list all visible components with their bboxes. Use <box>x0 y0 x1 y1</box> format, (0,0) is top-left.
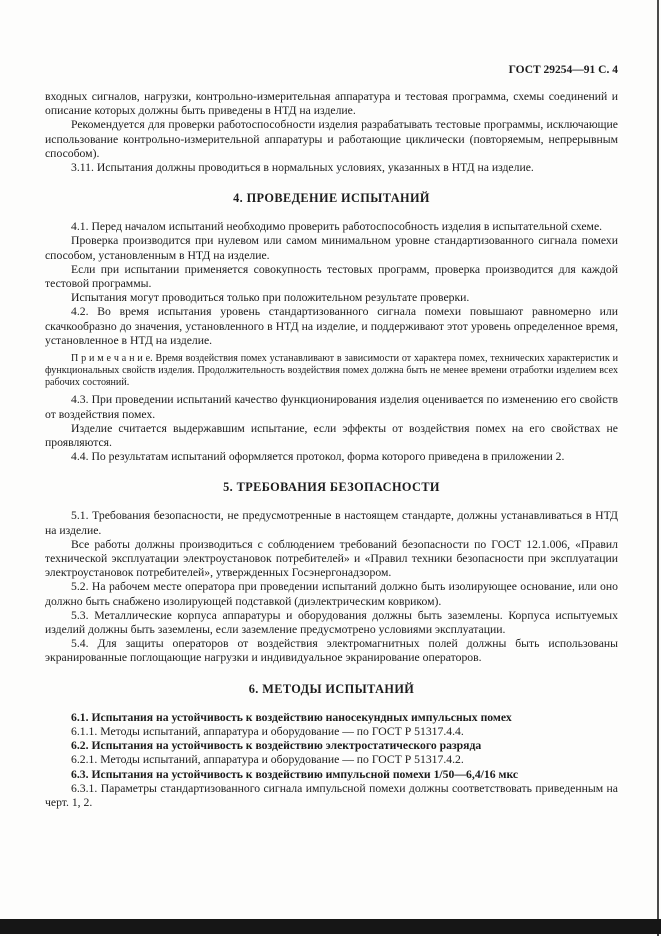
paragraph: Испытания могут проводиться только при положительном результате проверки. <box>71 291 470 305</box>
paragraph-4-4: 4.4. По результатам испытаний оформляется протокол, форма которого приведена в приложении 2. <box>71 450 565 464</box>
paragraph-4-2: 4.2. Во время испытания уровень стандартизованного сигнала помехи повышают равномерно или скачкообразно до значения, установленного в НТД на изделие, и поддерживают этот уровень определенное время, установленное в НТД на изделие. <box>45 305 618 347</box>
running-header: ГОСТ 29254—91 С. 4 <box>508 64 618 76</box>
paragraph-5-2: 5.2. На рабочем месте оператора при проведении испытаний должно быть изолирующее основание, или оно должно быть снабжено изолирующей подставкой (диэлектрическим ковриком). <box>45 580 618 608</box>
paragraph-5-4: 5.4. Для защиты операторов от воздействия электромагнитных полей должны быть использованы экранированные поглощающие нагрузки и индивидуальное экранирование операторов. <box>45 637 618 665</box>
section-heading-4: 4. ПРОВЕДЕНИЕ ИСПЫТАНИЙ <box>233 191 430 206</box>
scan-artifact-right-edge <box>657 0 659 936</box>
paragraph: Изделие считается выдержавшим испытание, если эффекты от воздействия помех на его свойствах не проявляются. <box>45 421 618 450</box>
page-content <box>45 64 618 810</box>
section-heading-6: 6. МЕТОДЫ ИСПЫТАНИЙ <box>248 681 415 696</box>
paragraph: Все работы должны производиться с соблюдением требований безопасности по ГОСТ 12.1.006, «Правил технической эксплуатации электроустановок потребителей» и «Правил техники безопасности при эксплуатации электроустановок потребителей», утвержденных Госэнергонадзором. <box>45 537 618 580</box>
paragraph-4-1: 4.1. Перед началом испытаний необходимо проверить работоспособность изделия в испытательной схеме. <box>71 220 603 234</box>
paragraph: входных сигналов, нагрузки, контрольно-измерительная аппаратура и тестовая программа, схемы соединений и описание которых должны быть приведены в НТД на изделие. <box>45 90 618 118</box>
subsection-heading-6-3: 6.3. Испытания на устойчивость к воздействию импульсной помехи 1/50—6,4/16 мкс <box>71 767 519 781</box>
paragraph-3-11: 3.11. Испытания должны проводиться в нормальных условиях, указанных в НТД на изделие. <box>71 161 534 175</box>
paragraph-6-1-1: 6.1.1. Методы испытаний, аппаратура и оборудование — по ГОСТ Р 51317.4.4. <box>71 724 464 738</box>
section-heading-5: 5. ТРЕБОВАНИЯ БЕЗОПАСНОСТИ <box>223 480 440 495</box>
subsection-heading-6-2: 6.2. Испытания на устойчивость к воздействию электростатического разряда <box>71 739 482 753</box>
paragraph-5-3: 5.3. Металлические корпуса аппаратуры и оборудования должны быть заземлены. Корпуса испытуемых изделий должны быть заземлены, если заземление предусмотрено условиями эксплуатации. <box>45 608 618 637</box>
paragraph: Если при испытании применяется совокупность тестовых программ, проверка производится для каждой тестовой программы. <box>45 262 618 291</box>
scan-artifact-bottom-bar <box>0 919 661 934</box>
paragraph-6-3-1: 6.3.1. Параметры стандартизованного сигнала импульсной помехи должны соответствовать приведенным на черт. 1, 2. <box>45 781 618 809</box>
note-paragraph: П р и м е ч а н и е. Время воздействия помех устанавливают в зависимости от характера помех, технических характеристик и функциональных свойств изделия. Продолжительность воздействия помех должна быть не менее времени отработки изделием всех рабочих состояний. <box>45 353 618 388</box>
subsection-heading-6-1: 6.1. Испытания на устойчивость к воздействию наносекундных импульсных помех <box>71 710 512 724</box>
paragraph-5-1: 5.1. Требования безопасности, не предусмотренные в настоящем стандарте, должны устанавливаться в НТД на изделие. <box>45 509 618 537</box>
paragraph: Рекомендуется для проверки работоспособности изделия разрабатывать тестовые программы, исключающие использование контрольно-измерительной аппаратуры и работающие циклически (повторяемым, непрерывным способом). <box>45 118 618 160</box>
paragraph-4-3: 4.3. При проведении испытаний качество функционирования изделия оценивается по изменению его свойств от воздействия помех. <box>45 393 618 421</box>
paragraph: Проверка производится при нулевом или самом минимальном уровне стандартизованного сигнала помехи способом, установленным в НТД на изделие. <box>45 234 618 262</box>
paragraph-6-2-1: 6.2.1. Методы испытаний, аппаратура и оборудование — по ГОСТ Р 51317.4.2. <box>71 753 464 767</box>
